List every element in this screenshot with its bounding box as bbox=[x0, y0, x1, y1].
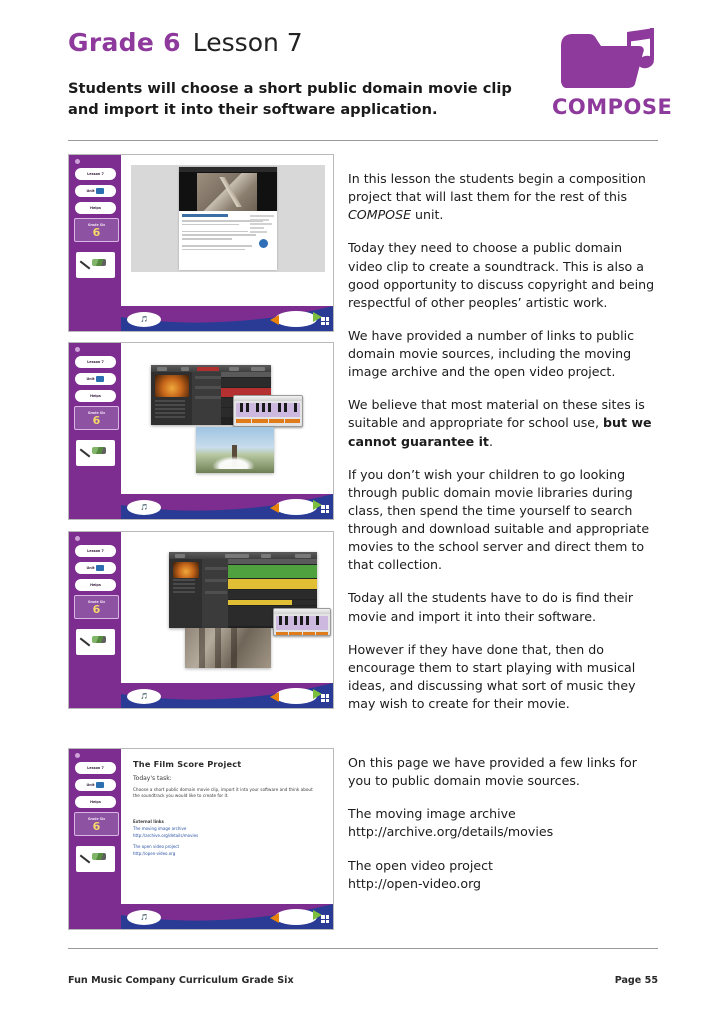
link-1-url[interactable]: http://archive.org/details/movies bbox=[348, 824, 554, 840]
slide-4-link-1-title[interactable]: The moving image archive bbox=[133, 825, 187, 831]
slide-1-grey-canvas bbox=[131, 165, 325, 272]
slide-3-sidebar bbox=[69, 532, 121, 708]
sidebar-grade-label: Grade Six bbox=[87, 410, 106, 415]
slide-4-subheading: Today's task: bbox=[133, 775, 172, 782]
thumbnail-art bbox=[92, 636, 106, 643]
previous-page-arrow-icon[interactable] bbox=[270, 913, 279, 923]
slide-4-links bbox=[133, 819, 198, 858]
sidebar-button-unit-label: Unit bbox=[86, 377, 95, 381]
sidebar-grade-badge[interactable] bbox=[74, 595, 119, 619]
sidebar-worksheet-thumbnail[interactable] bbox=[76, 846, 115, 872]
fun-music-logo-icon: 🎵 bbox=[140, 693, 148, 700]
slide-nav-controls[interactable] bbox=[275, 499, 317, 515]
fun-music-logo-icon: 🎵 bbox=[140, 316, 148, 323]
external-links-label: External links bbox=[133, 819, 164, 824]
sidebar-button-helps[interactable]: Helps bbox=[75, 202, 116, 214]
paragraph-4-part-2: . bbox=[488, 433, 493, 449]
daw-album-art bbox=[155, 375, 189, 397]
page-footer bbox=[68, 975, 658, 986]
slide-nav-controls[interactable] bbox=[275, 311, 317, 327]
slide-4-link-2-title[interactable]: The open video project bbox=[133, 844, 180, 850]
thumbnail-art bbox=[92, 259, 106, 266]
previous-page-arrow-icon[interactable] bbox=[270, 503, 279, 513]
slide-2-daw-with-sky-photo[interactable] bbox=[68, 342, 334, 520]
header-divider bbox=[68, 140, 658, 141]
unit-icon bbox=[96, 782, 104, 788]
slide-2-sidebar bbox=[69, 343, 121, 519]
slide-3-body bbox=[121, 532, 333, 708]
grade-label: Grade 6 bbox=[68, 28, 181, 57]
pen-icon bbox=[80, 855, 91, 864]
sidebar-grade-label: Grade Six bbox=[87, 816, 106, 821]
sidebar-button-helps[interactable]: Helps bbox=[75, 390, 116, 402]
keyboard-keys bbox=[276, 616, 328, 630]
sidebar-button-lesson[interactable]: Lesson 7 bbox=[75, 545, 116, 557]
grid-menu-icon[interactable] bbox=[321, 694, 329, 702]
slide-3-daw-timeline-with-sepia-photo[interactable] bbox=[68, 531, 334, 709]
daw-track-headers bbox=[192, 372, 221, 425]
slide-nav-controls[interactable] bbox=[275, 909, 317, 925]
compose-wordmark: COMPOSE bbox=[552, 95, 673, 119]
slide-4-footer bbox=[121, 904, 333, 929]
paragraph-1-italic: COMPOSE bbox=[348, 207, 412, 223]
unit-icon bbox=[96, 565, 104, 571]
daw-toolbar bbox=[169, 552, 317, 559]
link-block-2 bbox=[348, 857, 658, 893]
sidebar-grade-badge[interactable] bbox=[74, 218, 119, 242]
paragraph-1-part-2: unit. bbox=[411, 207, 444, 223]
keyboard-keys bbox=[236, 403, 300, 417]
thumbnail-art bbox=[92, 447, 106, 454]
slide-4-container bbox=[68, 748, 336, 930]
daw-ruler bbox=[221, 372, 271, 377]
sidebar-worksheet-thumbnail[interactable] bbox=[76, 629, 115, 655]
grid-menu-icon[interactable] bbox=[321, 505, 329, 513]
previous-page-arrow-icon[interactable] bbox=[270, 692, 279, 702]
sidebar-dot-icon bbox=[75, 159, 80, 164]
sidebar-button-lesson[interactable]: Lesson 7 bbox=[75, 168, 116, 180]
sidebar-grade-badge[interactable] bbox=[74, 812, 119, 836]
page-heading-bar bbox=[182, 214, 228, 217]
previous-page-arrow-icon[interactable] bbox=[270, 315, 279, 325]
slide-1-body bbox=[121, 155, 333, 331]
sidebar-button-unit[interactable] bbox=[75, 562, 116, 574]
links-column bbox=[348, 754, 658, 908]
slide-1-footer bbox=[121, 306, 333, 331]
grid-menu-icon[interactable] bbox=[321, 317, 329, 325]
pen-icon bbox=[80, 449, 91, 458]
daw-ruler bbox=[228, 559, 317, 564]
keyboard-panel-titlebar bbox=[274, 609, 330, 614]
pen-icon bbox=[80, 638, 91, 647]
browser-sidebar-panel bbox=[250, 215, 274, 235]
footer-curriculum-label: Fun Music Company Curriculum Grade Six bbox=[68, 975, 294, 986]
unit-icon bbox=[96, 376, 104, 382]
sidebar-button-unit[interactable] bbox=[75, 185, 116, 197]
sidebar-button-unit-label: Unit bbox=[86, 566, 95, 570]
sidebar-grade-badge[interactable] bbox=[74, 406, 119, 430]
sidebar-button-helps[interactable]: Helps bbox=[75, 579, 116, 591]
sidebar-grade-label: Grade Six bbox=[87, 599, 106, 604]
lesson-label: Lesson 7 bbox=[192, 28, 303, 57]
slide-4-body bbox=[121, 749, 333, 929]
paragraph-5: If you don’t wish your children to go looking through public domain movie libraries during class, then spend the time yourself to search through and download suitable and appropriate movies to the school server and direct them to that collection. bbox=[348, 466, 650, 573]
grid-menu-icon[interactable] bbox=[321, 915, 329, 923]
download-badge-icon bbox=[259, 239, 268, 248]
paragraph-1 bbox=[348, 170, 658, 224]
sidebar-grade-number: 6 bbox=[92, 602, 101, 616]
link-2-title: The open video project bbox=[348, 857, 493, 873]
folder-music-note-icon bbox=[555, 26, 659, 92]
sidebar-button-lesson[interactable]: Lesson 7 bbox=[75, 762, 116, 774]
paragraph-7: However if they have done that, then do encourage them to start playing with musical ideas, and discussing what sort of music they may wish to create for their movie. bbox=[348, 641, 636, 711]
sky-launch-photo bbox=[196, 427, 274, 473]
sidebar-button-helps[interactable]: Helps bbox=[75, 796, 116, 808]
sidebar-dot-icon bbox=[75, 536, 80, 541]
video-player bbox=[179, 173, 277, 211]
daw-track-headers bbox=[202, 559, 229, 628]
fun-music-logo-icon: 🎵 bbox=[140, 914, 148, 921]
slide-4-film-score-project[interactable] bbox=[68, 748, 334, 930]
paragraph-3: We have provided a number of links to public domain movie sources, including the moving image archive and the open video project. bbox=[348, 327, 635, 380]
daw-library-panel bbox=[151, 372, 192, 425]
sidebar-button-unit-label: Unit bbox=[86, 189, 95, 193]
unit-icon bbox=[96, 188, 104, 194]
slide-footer-logo bbox=[127, 500, 161, 515]
link-block-1 bbox=[348, 805, 658, 841]
footer-page-number: Page 55 bbox=[614, 975, 658, 986]
sidebar-grade-number: 6 bbox=[92, 413, 101, 427]
sidebar-worksheet-thumbnail[interactable] bbox=[76, 440, 115, 466]
slide-3-container bbox=[68, 531, 336, 709]
slide-4-sidebar bbox=[69, 749, 121, 929]
keyboard-panel-titlebar bbox=[234, 396, 302, 401]
sidebar-grade-number: 6 bbox=[92, 225, 101, 239]
paragraph-1-part-1: In this lesson the students begin a composition project that will last them for the rest of this bbox=[348, 171, 646, 205]
daw-library-panel bbox=[169, 559, 202, 628]
fun-music-logo-icon: 🎵 bbox=[140, 504, 148, 511]
slide-2-container bbox=[68, 342, 336, 520]
slide-nav-controls[interactable] bbox=[275, 688, 317, 704]
daw-album-art bbox=[173, 562, 199, 578]
daw-toolbar bbox=[151, 365, 271, 372]
slide-1-container bbox=[68, 154, 336, 332]
compose-logo bbox=[552, 26, 673, 119]
sidebar-grade-label: Grade Six bbox=[87, 222, 106, 227]
photo-smoke bbox=[212, 456, 256, 469]
sidebar-grade-number: 6 bbox=[92, 819, 101, 833]
paragraph-6: Today all the students have to do is find their movie and import it into their software. bbox=[348, 590, 634, 624]
sidebar-button-unit-label: Unit bbox=[86, 783, 95, 787]
links-intro: On this page we have provided a few links for you to public domain movie sources. bbox=[348, 755, 637, 789]
slide-4-link-1-url[interactable]: http://archive.org/details/movies bbox=[133, 832, 199, 838]
virtual-keyboard-panel bbox=[273, 608, 331, 636]
sidebar-dot-icon bbox=[75, 347, 80, 352]
pen-icon bbox=[80, 261, 91, 270]
sidebar-dot-icon bbox=[75, 753, 80, 758]
virtual-keyboard-panel bbox=[233, 395, 303, 427]
slide-1-sidebar bbox=[69, 155, 121, 331]
sidebar-button-lesson[interactable]: Lesson 7 bbox=[75, 356, 116, 368]
sidebar-worksheet-thumbnail[interactable] bbox=[76, 252, 115, 278]
paragraph-4-emphasis: but we cannot guarantee it bbox=[348, 415, 652, 449]
slide-2-footer bbox=[121, 494, 333, 519]
slide-4-task-text: Choose a short public domain movie clip, import it into your software and think about the soundtrack you would like to create for it. bbox=[133, 787, 313, 799]
video-frame-detail bbox=[219, 177, 245, 207]
lesson-notes-column bbox=[348, 170, 658, 728]
thumbnail-art bbox=[92, 853, 106, 860]
paragraph-4-part-1: We believe that most material on these sites is suitable and appropriate for school use, bbox=[348, 397, 645, 431]
drum-pads bbox=[274, 632, 330, 636]
browser-window-screenshot bbox=[179, 167, 277, 270]
lesson-objective: Students will choose a short public domain movie clip and import it into their software application. bbox=[68, 80, 512, 118]
footer-divider bbox=[68, 948, 658, 949]
sidebar-button-unit[interactable] bbox=[75, 779, 116, 791]
slide-4-heading: The Film Score Project bbox=[133, 759, 242, 769]
paragraph-4 bbox=[348, 396, 658, 450]
slide-footer-logo bbox=[127, 689, 161, 704]
slide-2-body bbox=[121, 343, 333, 519]
slide-1-browser-archive[interactable] bbox=[68, 154, 334, 332]
slide-footer-logo bbox=[127, 312, 161, 327]
slide-footer-logo bbox=[127, 910, 161, 925]
paragraph-2: Today they need to choose a public domain video clip to create a soundtrack. This is also a good opportunity to discuss copyright and being respectful of other peoples’ artistic work. bbox=[348, 240, 655, 310]
sepia-film-photo bbox=[185, 628, 271, 668]
slide-4-link-2-url[interactable]: http://open-video.org bbox=[133, 851, 176, 857]
drum-pads bbox=[234, 419, 302, 425]
link-2-url[interactable]: http://open-video.org bbox=[348, 875, 482, 891]
link-1-title: The moving image archive bbox=[348, 806, 516, 822]
sidebar-button-unit[interactable] bbox=[75, 373, 116, 385]
slide-3-footer bbox=[121, 683, 333, 708]
